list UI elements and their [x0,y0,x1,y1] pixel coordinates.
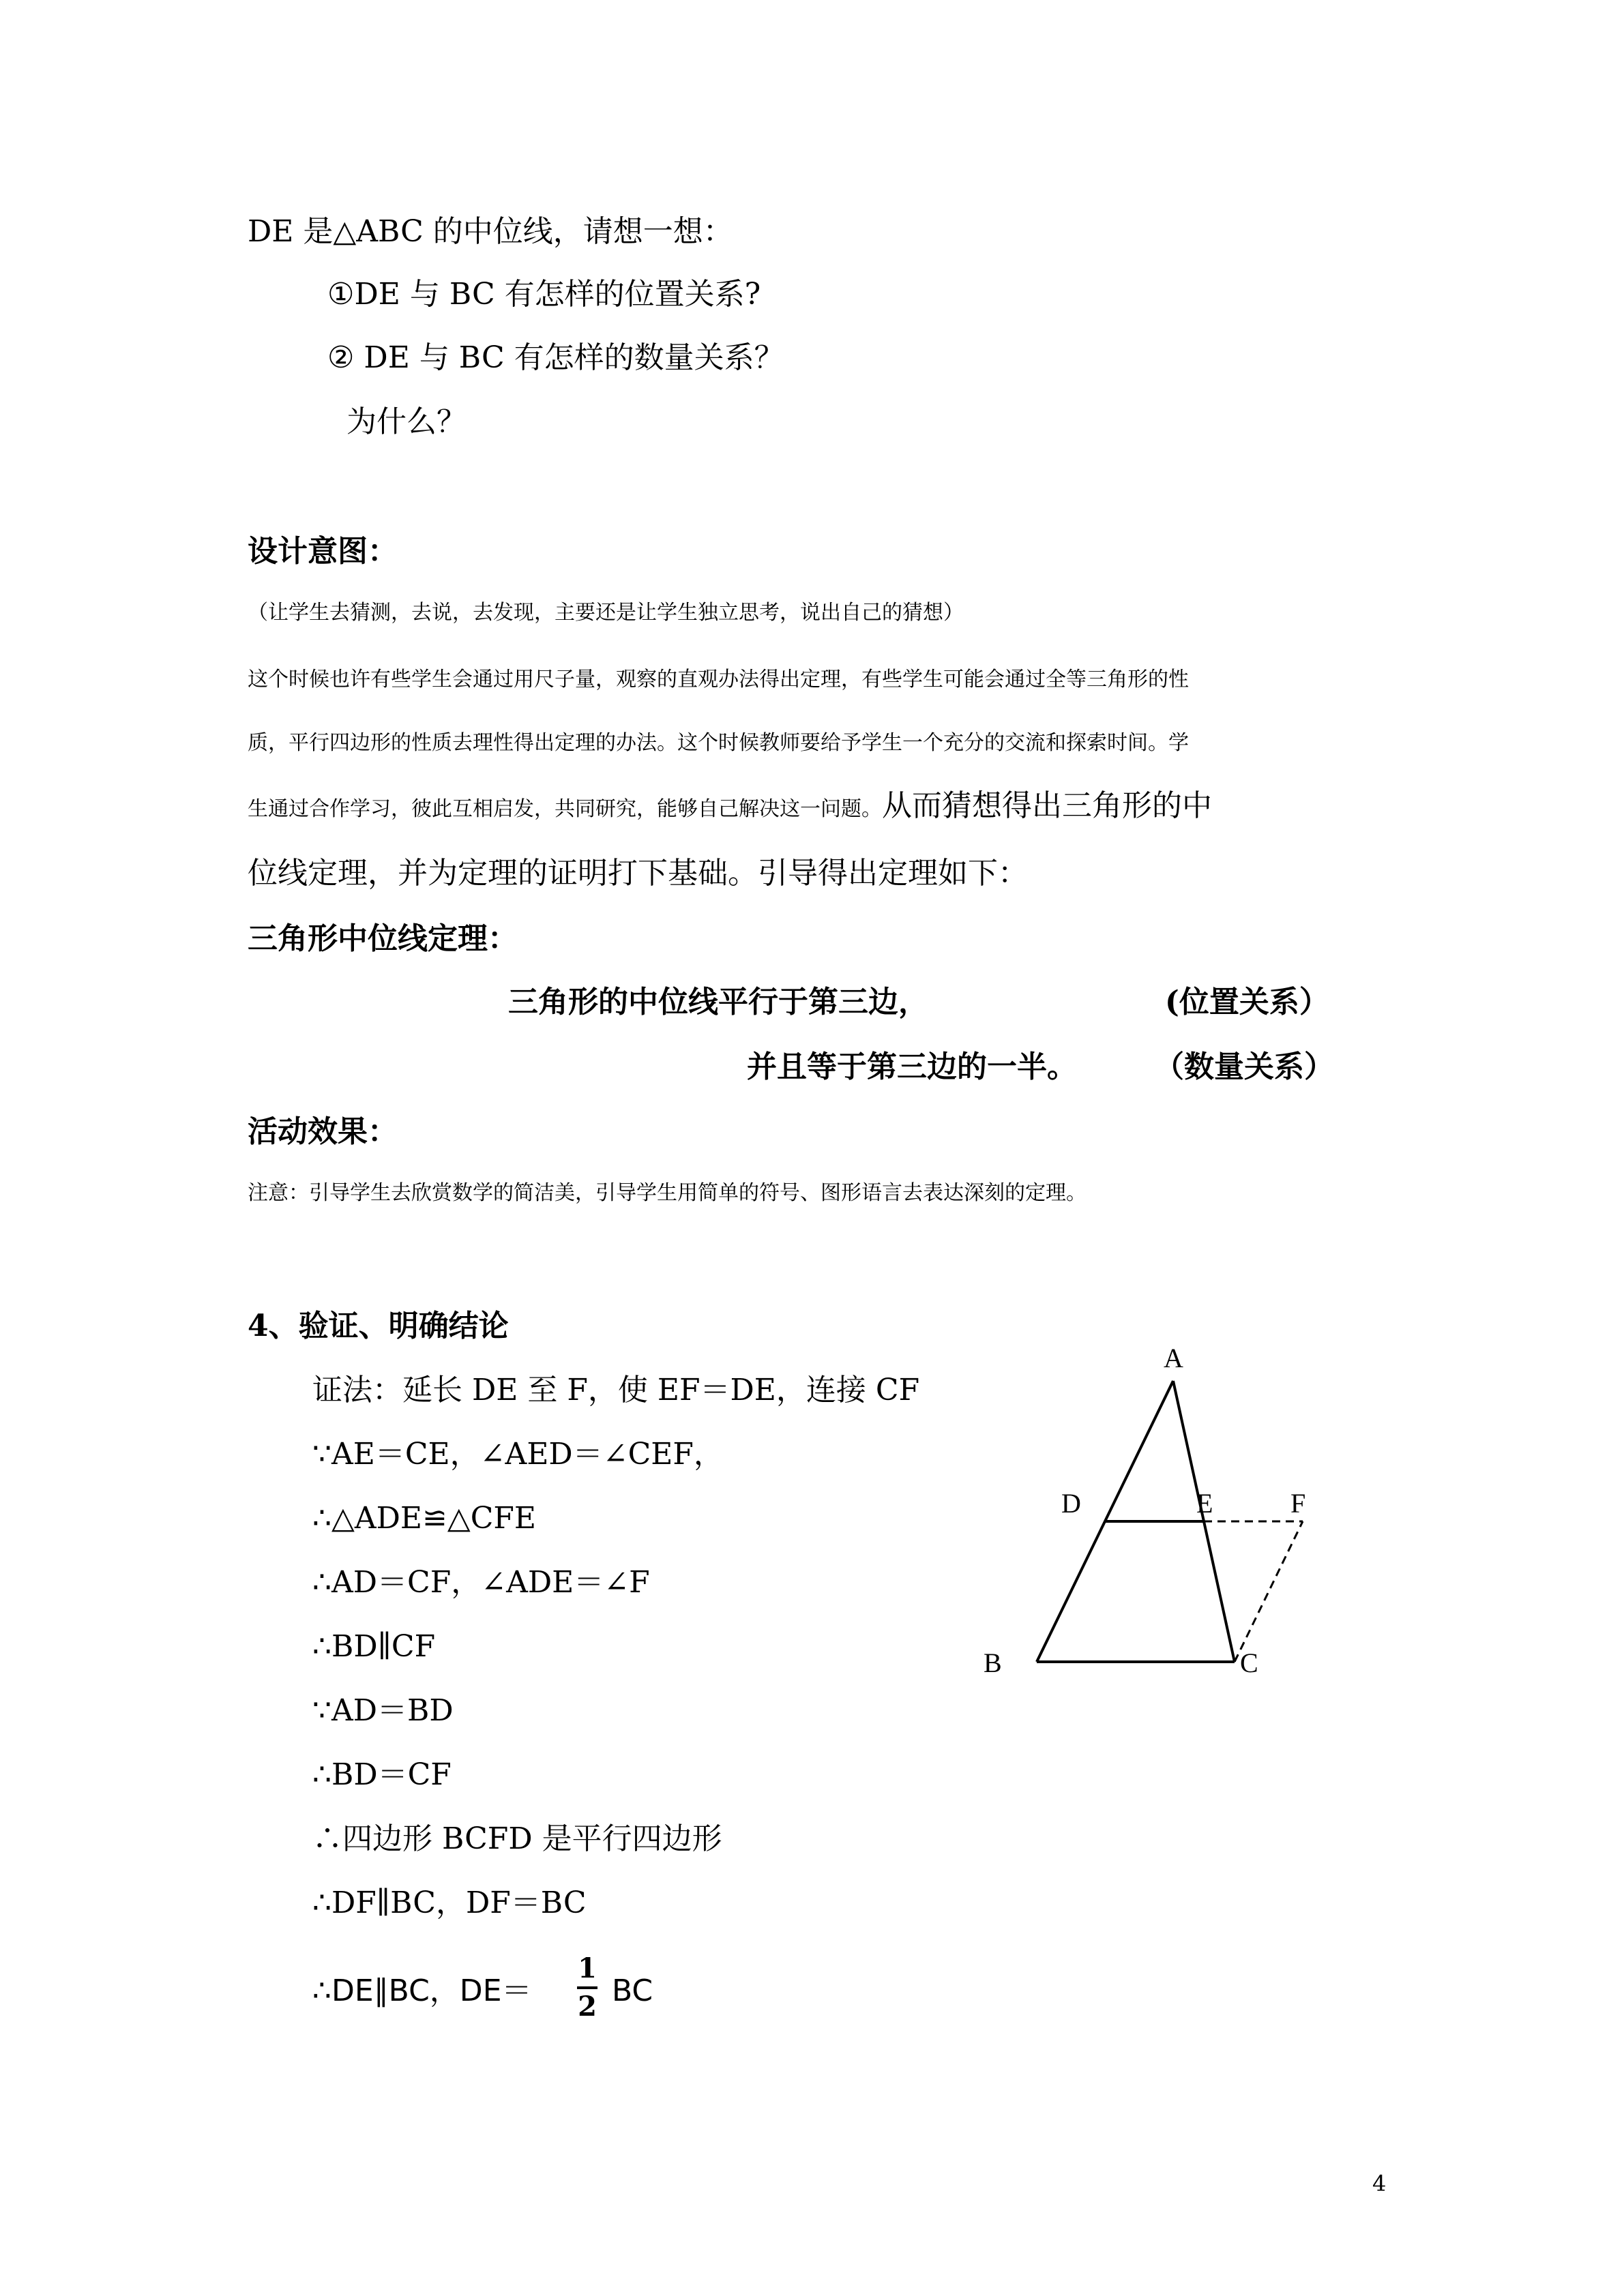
proof-step: ∴BD∥CF [312,1629,436,1664]
proof-step: ∴AD＝CF，∠ADE＝∠F [312,1565,650,1600]
label-f: F [1290,1488,1306,1519]
proof-step: ∴BD＝CF [312,1757,452,1792]
proof-step: ∴四边形 BCFD 是平行四边形 [312,1821,722,1856]
theorem-tag: (位置关系） [1165,985,1329,1019]
fraction-denominator: 2 [578,1991,597,2023]
effect-heading: 活动效果： [248,1114,398,1149]
proof-step: ∵AE＝CE，∠AED＝∠CEF， [312,1437,724,1472]
question-why: 为什么？ [346,404,467,439]
design-paragraph-line: 这个时候也许有些学生会通过用尺子量，观察的直观办法得出定理，有些学生可能会通过全等三角形的性 [248,668,1189,691]
question-quantity: ② DE 与 BC 有怎样的数量关系？ [327,340,784,375]
intro-line: DE 是△ABC 的中位线，请想一想： [248,214,733,249]
proof-conclusion: ∴DE∥BC，DE＝ [312,1973,532,2008]
label-c: C [1240,1648,1258,1678]
design-paragraph-line: 位线定理，并为定理的证明打下基础。引导得出定理如下： [248,856,1028,891]
effect-note: 注意：引导学生去欣赏数学的简洁美，引导学生用简单的符号、图形语言去表达深刻的定理。 [248,1181,1087,1205]
page-number: 4 [1372,2171,1387,2196]
design-heading: 设计意图： [248,534,398,569]
proof-step: ∵AD＝BD [312,1693,454,1728]
fraction-one-half [577,1952,597,2023]
theorem-line: 三角形的中位线平行于第三边， [508,985,928,1019]
label-b: B [984,1648,1002,1678]
proof-step: 证法：延长 DE 至 F，使 EF＝DE，连接 CF [312,1373,920,1407]
design-paragraph-large: 从而猜想得出三角形的中 [882,788,1212,823]
proof-conclusion-tail: BC [612,1973,653,2008]
proof-step: ∴△ADE≌△CFE [312,1501,537,1536]
segment-cf [1235,1521,1303,1662]
theorem-tag: （数量关系） [1154,1049,1334,1084]
question-position: ①DE 与 BC 有怎样的位置关系? [327,277,761,312]
design-note: （让学生去猜测，去说，去发现，主要还是让学生独立思考，说出自己的猜想） [248,601,964,625]
label-d: D [1061,1488,1081,1519]
design-paragraph-small: 生通过合作学习，彼此互相启发，共同研究，能够自己解决这一问题。 [248,797,882,821]
fraction-bar [577,1986,597,1989]
triangle-midline-figure [955,1330,1378,1698]
proof-heading: 4、验证、明确结论 [248,1309,509,1343]
design-paragraph-line [248,788,1212,823]
fraction-numerator: 1 [578,1952,597,1984]
label-e: E [1196,1488,1213,1519]
proof-step: ∴DF∥BC，DF＝BC [312,1885,587,1920]
theorem-heading: 三角形中位线定理： [248,921,518,956]
design-paragraph-line: 质，平行四边形的性质去理性得出定理的办法。这个时候教师要给予学生一个充分的交流和探索时间。学 [248,731,1189,755]
theorem-line: 并且等于第三边的一半。 [747,1049,1077,1084]
label-a: A [1164,1343,1183,1373]
